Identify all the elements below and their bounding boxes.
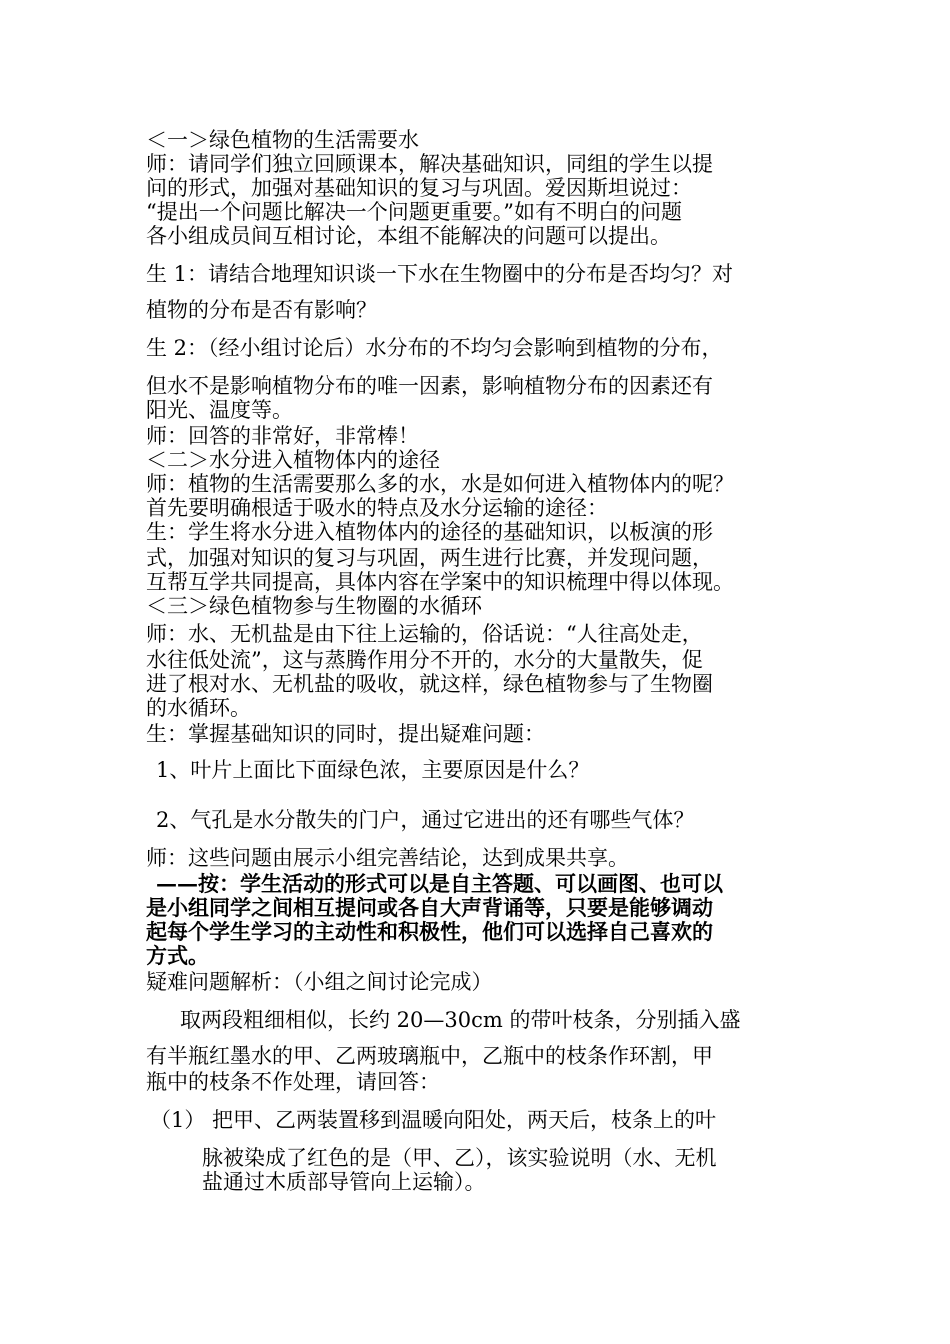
paragraph-line: 瓶中的枝条不作处理，请回答： [146, 1070, 440, 1094]
paragraph-line: 但水不是影响植物分布的唯一因素，影响植物分布的因素还有 [146, 374, 713, 398]
note-line: ——按：学生活动的形式可以是自主答题、可以画图、也可以 [156, 872, 723, 896]
paragraph-line: 师：水、无机盐是由下往上运输的，俗话说：“人往高处走， [146, 622, 703, 646]
paragraph-line: 师：这些问题由展示小组完善结论，达到成果共享。 [146, 846, 629, 870]
section-heading-2: ＜二＞水分进入植物体内的途径 [146, 448, 440, 472]
section-heading-3: ＜三＞绿色植物参与生物圈的水循环 [146, 594, 482, 618]
note-line: 起每个学生学习的主动性和积极性，他们可以选择自己喜欢的 [146, 920, 713, 944]
paragraph-line: 生：掌握基础知识的同时，提出疑难问题： [146, 722, 545, 746]
section-heading-1: ＜一＞绿色植物的生活需要水 [146, 128, 419, 152]
paragraph-line: 生：学生将水分进入植物体内的途径的基础知识，以板演的形 [146, 520, 713, 544]
note-line: 方式。 [146, 944, 209, 968]
sub-question-line: 盐通过木质部导管向上运输）。 [202, 1170, 486, 1194]
sub-question-line: 脉被染成了红色的是（甲、乙），该实验说明（水、无机 [202, 1146, 717, 1170]
paragraph-line: 师：植物的生活需要那么多的水，水是如何进入植物体内的呢？ [146, 472, 734, 496]
question-item-2: 2、气孔是水分散失的门户，通过它进出的还有哪些气体？ [156, 808, 695, 832]
sub-question-1: （1） 把甲、乙两装置移到温暖向阳处，两天后，枝条上的叶 [150, 1108, 717, 1132]
paragraph-line: 互帮互学共同提高，具体内容在学案中的知识梳理中得以体现。 [146, 570, 734, 594]
paragraph-line: “提出一个问题比解决一个问题更重要。”如有不明白的问题 [146, 200, 682, 224]
paragraph-line: 有半瓶红墨水的甲、乙两玻璃瓶中，乙瓶中的枝条作环割，甲 [146, 1044, 713, 1068]
paragraph-line: 阳光、温度等。 [146, 398, 293, 422]
paragraph-line: 取两段粗细相似，长约 20—30cm 的带叶枝条，分别插入盛 [180, 1008, 741, 1032]
note-line: 是小组同学之间相互提问或各自大声背诵等，只要是能够调动 [146, 896, 713, 920]
paragraph-line: 问的形式，加强对基础知识的复习与巩固。爱因斯坦说过： [146, 176, 692, 200]
paragraph-line: 进了根对水、无机盐的吸收，就这样，绿色植物参与了生物圈 [146, 672, 713, 696]
analysis-heading: 疑难问题解析：（小组之间讨论完成） [146, 970, 493, 994]
paragraph-line: 生 2：（经小组讨论后）水分布的不均匀会影响到植物的分布， [146, 336, 723, 360]
paragraph-line: 植物的分布是否有影响？ [146, 298, 377, 322]
paragraph-line: 师：请同学们独立回顾课本，解决基础知识，同组的学生以提 [146, 152, 713, 176]
paragraph-line: 的水循环。 [146, 696, 251, 720]
paragraph-line: 水往低处流”，这与蒸腾作用分不开的，水分的大量散失，促 [146, 648, 703, 672]
paragraph-line: 生 1：请结合地理知识谈一下水在生物圈中的分布是否均匀？对 [146, 262, 734, 286]
paragraph-line: 师：回答的非常好，非常棒！ [146, 424, 419, 448]
paragraph-line: 各小组成员间互相讨论，本组不能解决的问题可以提出。 [146, 224, 671, 248]
paragraph-line: 式，加强对知识的复习与巩固，两生进行比赛，并发现问题， [146, 546, 713, 570]
paragraph-line: 首先要明确根适于吸水的特点及水分运输的途径： [146, 496, 608, 520]
question-item-1: 1、叶片上面比下面绿色浓，主要原因是什么？ [156, 758, 590, 782]
